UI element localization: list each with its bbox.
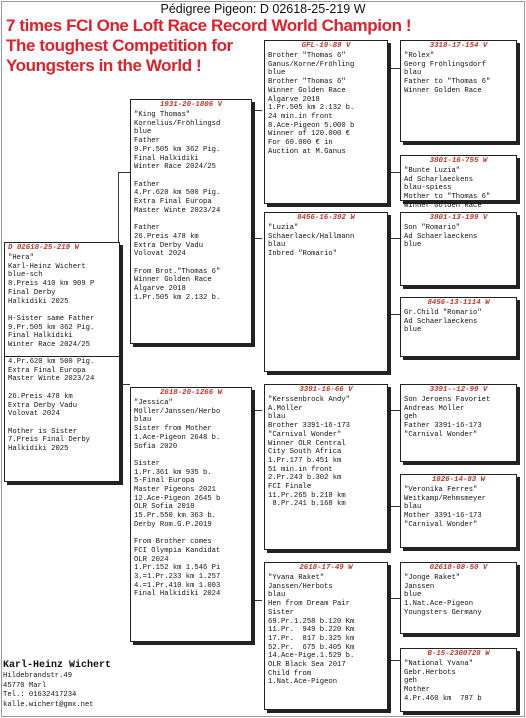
connector bbox=[386, 314, 400, 315]
connector bbox=[252, 238, 262, 239]
pigeon-details-continued: 4.Pr.620 km 500 Pig. Extra Final Europa Master Winte 2023/24 26.Preis 478 km Extra Derby Vadu Volovat 2024 Mother is Sister 7.Preis Final Derby Halkidiki 2025 bbox=[8, 358, 95, 454]
owner-email[interactable]: kalle.wichert@gmx.net bbox=[3, 700, 94, 709]
ring-number: 8456-13-1114 W bbox=[427, 299, 490, 307]
pigeon-details: "Veronika Ferres" Weitkamp/Rehmsmeyer blau Mother 3391-16-173 "Carnival Wonder" bbox=[404, 486, 486, 529]
connector bbox=[386, 506, 400, 507]
great-grandparent-box bbox=[400, 648, 517, 712]
owner-contact bbox=[3, 660, 111, 710]
great-grandparent-box bbox=[400, 40, 517, 142]
pigeon-details: "Kerssenbrock Andy" A.Möller blau Brother 3391-16-173 "Carnival Wonder" Winner OLR Central City South Africa 1.Pr.177 b.451 km 51 min.in front 2.Pr.243 b.302 km FCI Finale 11.Pr.265 b.218 km 8.Pr.241 b.168 km bbox=[268, 396, 350, 509]
connector bbox=[252, 410, 253, 600]
pigeon-details: Gr.Child "Romario" Ad Schaerlaeckens blue bbox=[404, 309, 482, 335]
great-grandparent-box bbox=[400, 212, 517, 286]
ring-number: 1931-20-1806 V bbox=[159, 101, 223, 109]
pigeon-details: "Rolex" Georg Fröhlingsdorf blau Father to "Thomas 6" Winner Golden Race bbox=[404, 52, 491, 95]
connector bbox=[386, 238, 400, 239]
slogan-line-2: The toughest Competition for bbox=[6, 36, 233, 55]
pedigree-title: Pédigree Pigeon: D 02618-25-219 W bbox=[160, 2, 366, 16]
pigeon-details: "Jessica" Möller/Janssen/Herbo blau Sister from Mother 1.Ace-Pigeon 2648 b. Sofia 2020 Sister 1.Pr.361 km 935 b. 5-Final Europa Master Pigeons 2021 12.Ace-Pigeon 2645 b OLR Sofia 2018 15.Pr.550 km 363 b. Derby Rom.G.P.2019 From Brother comes FCI Olympia Kandidat OLR 2024 1.Pr.152 km 1.546 Pi 3.=1.Pr.233 km 1.257 4.=1.Pr.410 km 1.003 Final Halkidiki 2024 bbox=[134, 399, 221, 599]
ring-number: 3318-17-154 V bbox=[429, 42, 488, 50]
mother-box bbox=[130, 387, 252, 642]
great-grandparent-box bbox=[400, 474, 517, 548]
pigeon-details: "National Yvana" Gebr.Herbots geh Mother 4.Pr.460 km 787 b bbox=[404, 660, 482, 703]
owner-name: Karl-Heinz Wichert bbox=[3, 660, 112, 671]
pigeon-details: "Jonge Raket" Janssen blue 1.Nat.Ace-Pigeon Youngsters Germany bbox=[404, 574, 482, 617]
connector bbox=[252, 110, 262, 111]
pigeon-details: "King Thomas" Kornelius/Fröhlingsd blue Father 9.Pr.505 km 362 Pig. Final Halkidiki Winter Race 2024/25 Father 4.Pr.620 km 500 Pig. Extra Final Europa Master Winte 2023/24 Father 26.Preis 478 km Extra Derby Vadu Volovat 2024 From Brot."Thomas 6" Winner Golden Race Algarve 2018 1.Pr.505 km 2.132 b. bbox=[134, 111, 221, 302]
connector bbox=[386, 660, 400, 661]
pigeon-details: Son "Romario" Ad Schaerlaeckens blue bbox=[404, 224, 478, 250]
connector bbox=[386, 598, 400, 599]
grandmother-paternal-box bbox=[264, 212, 388, 372]
connector bbox=[252, 600, 262, 601]
father-box bbox=[130, 99, 252, 344]
connector bbox=[118, 172, 130, 173]
ring-number: B-15-2300728 W bbox=[427, 650, 490, 658]
ring-number: 8456-16-392 W bbox=[297, 214, 355, 222]
great-grandparent-box bbox=[400, 562, 517, 634]
great-grandparent-box bbox=[400, 297, 517, 357]
owner-address: Hildebrandstr.49 bbox=[3, 672, 73, 680]
ring-number: 3801-16-755 W bbox=[429, 157, 488, 165]
connector bbox=[386, 172, 400, 173]
slogan-line-1: 7 times FCI One Loft Race Record World Champion ! bbox=[6, 16, 412, 35]
subject-pigeon-box bbox=[4, 242, 120, 360]
ring-number: D 02618-25-219 W bbox=[8, 244, 79, 252]
connector bbox=[386, 410, 400, 411]
ring-number: 2618-17-49 W bbox=[299, 564, 353, 572]
ring-number: 1026-14-83 W bbox=[431, 476, 486, 484]
great-grandparent-box bbox=[400, 384, 517, 462]
subject-pigeon-box-continued bbox=[4, 356, 120, 482]
pigeon-details: "Luzia" Schaerlaeck/Hallmann blau Inbred "Romario" bbox=[268, 224, 355, 259]
pigeon-details: "Hera" Karl-Heinz Wichert blue-sch 8.Preis 410 km 909 P Final Derby Halkidiki 2025 H-Sister same Father 9.Pr.505 km 362 Pig. Final Halkidiki Winter Race 2024/25 bbox=[8, 254, 95, 350]
pigeon-details: "Bunte Luzia" Ad Scharlaeckens blau-spiess Mother to "Thomas 6" Winner Golden Race bbox=[404, 167, 491, 210]
ring-number: 3391--12-99 V bbox=[429, 386, 488, 394]
grandfather-maternal-box bbox=[264, 384, 388, 550]
ring-number: 3801-13-199 V bbox=[429, 214, 488, 222]
owner-city: 45770 Marl bbox=[3, 681, 47, 690]
ring-number: 02618-08-50 V bbox=[429, 564, 488, 572]
ring-number: GFL-19-88 V bbox=[301, 42, 351, 50]
connector bbox=[252, 410, 262, 411]
grandfather-paternal-box bbox=[264, 40, 388, 204]
ring-number: 3391-16-66 V bbox=[299, 386, 353, 394]
pigeon-details: Brother "Thomas 6" Ganus/Korne/Fröhling blue Brother "Thomas 6" Winner Golden Race Algarve 2018 1.Pr.505 km 2.132 b. 24 min.in front 8.Ace-Pigeon 5.000 b Winner of 120.000 € For 60.000 € in Auction at M.Ganus bbox=[268, 52, 355, 156]
connector bbox=[118, 172, 119, 244]
pigeon-details: Son Jeroens Favoriet Andreas Möller geh Father 3391-16-173 "Carnival Wonder" bbox=[404, 396, 491, 439]
connector bbox=[252, 110, 253, 238]
great-grandparent-box bbox=[400, 155, 517, 210]
owner-phone: Tel.: 01632417234 bbox=[3, 691, 77, 700]
grandmother-maternal-box bbox=[264, 562, 388, 710]
connector bbox=[386, 68, 400, 69]
ring-number: 2618-20-1266 W bbox=[159, 389, 223, 397]
pigeon-details: "Yvana Raket" Janssen/Herbots blau Hen from Dream Pair Sister 69.Pr.1.258 b.120 Km 11.Pr. 949 b.220 Km 17.Pr. 817 b.325 km 52.Pr. 675 b.405 Km 14.Ace-Pige.1.529 b. OLR Black Sea 2017 Child from 1.Nat.Ace-Pigeon bbox=[268, 574, 355, 687]
slogan-line-3: Youngsters in the World ! bbox=[6, 56, 202, 75]
